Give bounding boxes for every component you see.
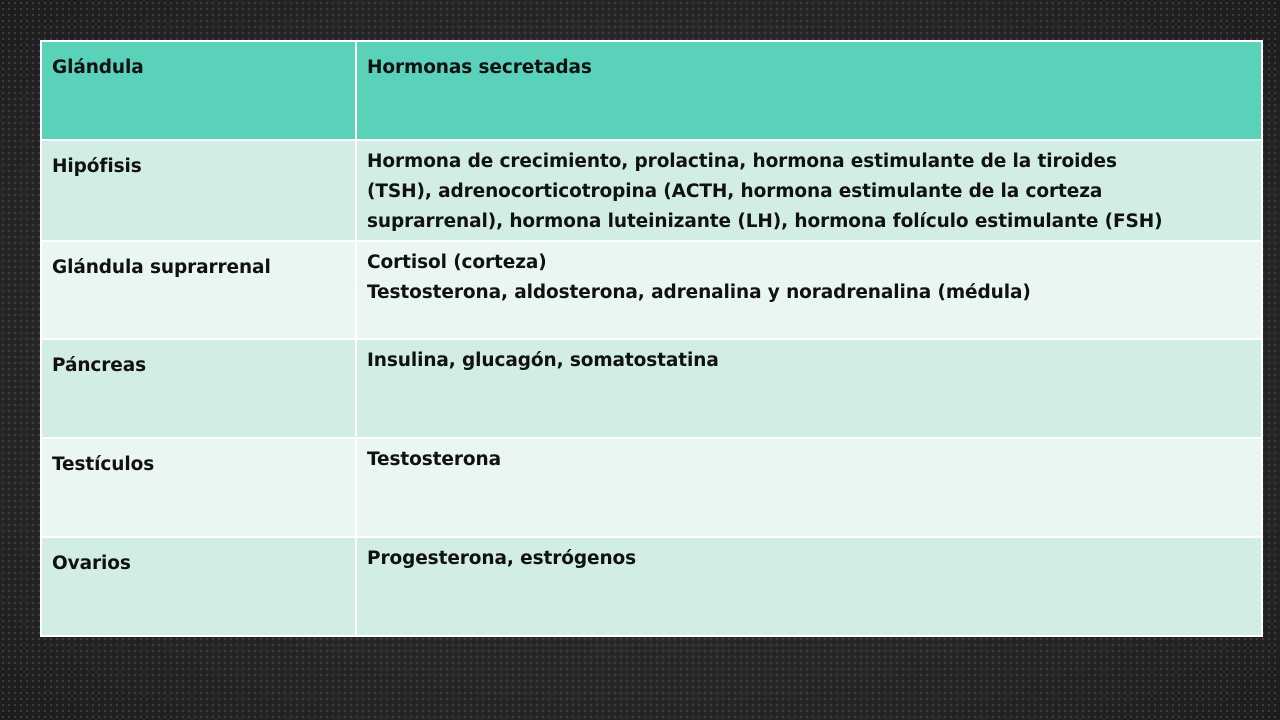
hormones-line: Hormona de crecimiento, prolactina, hormona estimulante de la tiroides bbox=[367, 151, 1117, 172]
table-row bbox=[41, 537, 1262, 636]
gland-cell: Páncreas bbox=[41, 339, 356, 438]
hormones-line: (TSH), adrenocorticotropina (ACTH, hormona estimulante de la corteza bbox=[367, 181, 1103, 202]
gland-cell: Testículos bbox=[41, 438, 356, 537]
hormones-line: Insulina, glucagón, somatostatina bbox=[367, 350, 719, 371]
hormones-line: Testosterona bbox=[367, 449, 501, 470]
table-row bbox=[41, 339, 1262, 438]
header-hormones: Hormonas secretadas bbox=[356, 41, 1262, 140]
header-gland: Glándula bbox=[41, 41, 356, 140]
gland-cell: Ovarios bbox=[41, 537, 356, 636]
hormones-cell bbox=[356, 537, 1262, 636]
hormones-line: Testosterona, aldosterona, adrenalina y noradrenalina (médula) bbox=[367, 282, 1031, 303]
table-row bbox=[41, 438, 1262, 537]
gland-cell: Glándula suprarrenal bbox=[41, 241, 356, 339]
hormones-line: suprarrenal), hormona luteinizante (LH), hormona folículo estimulante (FSH) bbox=[367, 211, 1163, 232]
hormones-cell bbox=[356, 241, 1262, 339]
hormones-cell bbox=[356, 140, 1262, 241]
table-row bbox=[41, 140, 1262, 241]
hormones-cell bbox=[356, 438, 1262, 537]
hormones-line: Cortisol (corteza) bbox=[367, 252, 547, 273]
gland-cell: Hipófisis bbox=[41, 140, 356, 241]
hormones-cell bbox=[356, 339, 1262, 438]
hormone-table bbox=[40, 40, 1263, 637]
hormones-line: Progesterona, estrógenos bbox=[367, 548, 637, 569]
table-row bbox=[41, 241, 1262, 339]
table-header-row bbox=[41, 41, 1262, 140]
